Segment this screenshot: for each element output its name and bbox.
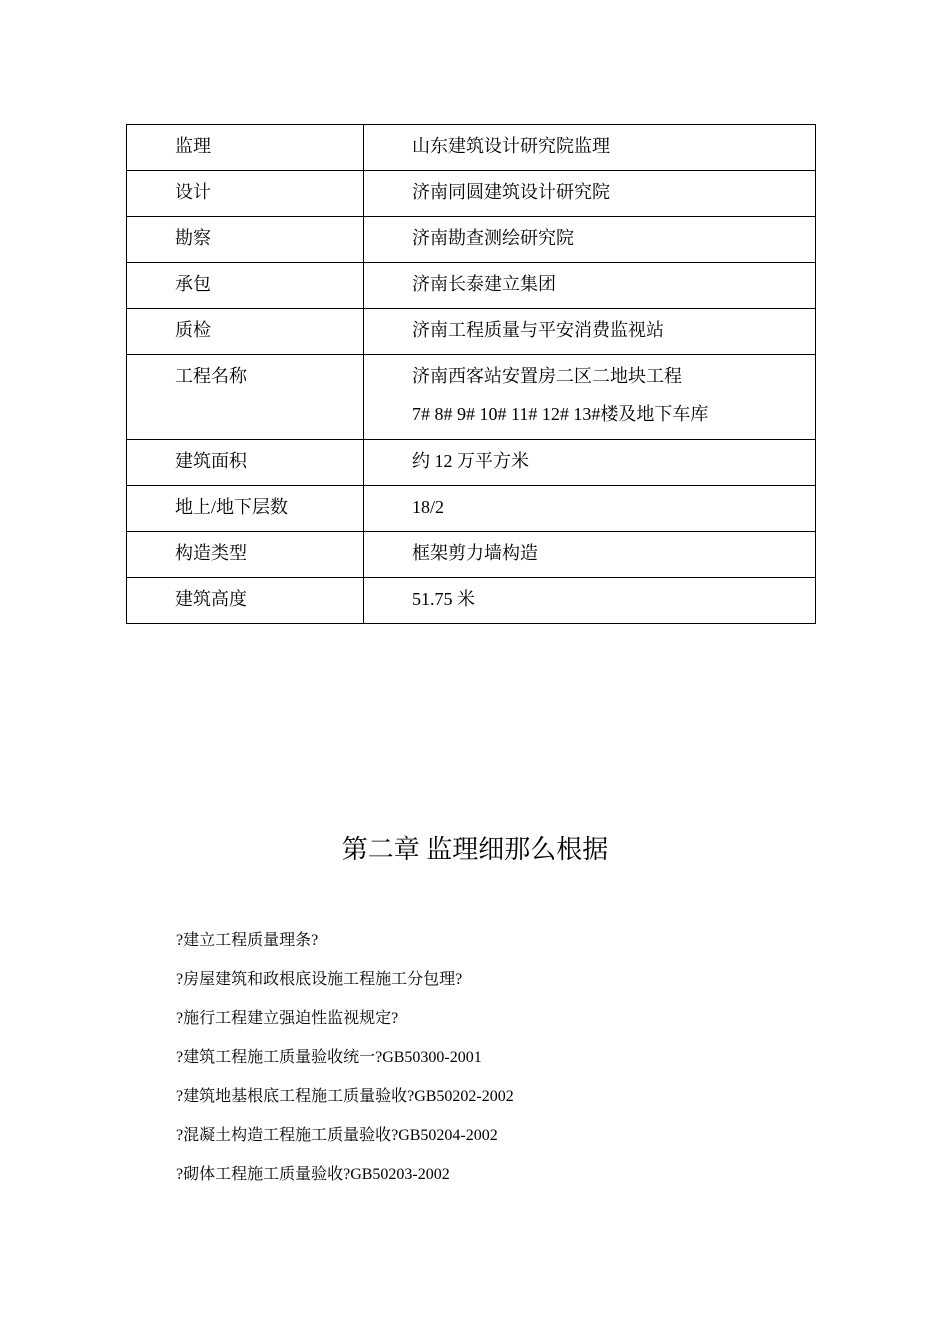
row-label: 建筑高度 (175, 589, 247, 609)
row-label-cell (127, 355, 364, 440)
row-label: 工程名称 (175, 366, 247, 386)
reference-item: ?房屋建筑和政根底设施工程施工分包理? (176, 971, 463, 988)
table-row (127, 171, 816, 217)
row-value-cell (364, 355, 816, 440)
row-label-cell (127, 263, 364, 309)
row-label-cell (127, 309, 364, 355)
reference-item: ?砌体工程施工质量验收?GB50203-2002 (176, 1166, 450, 1183)
reference-item: ?建筑工程施工质量验收统一?GB50300-2001 (176, 1049, 482, 1066)
reference-item: ?混凝土构造工程施工质量验收?GB50204-2002 (176, 1127, 498, 1144)
table-row (127, 578, 816, 624)
row-value-cell (364, 217, 816, 263)
row-label: 设计 (175, 182, 211, 202)
project-name-line-1: 济南西客站安置房二区二地块工程 (412, 366, 682, 386)
reference-item: ?建筑地基根底工程施工质量验收?GB50202-2002 (176, 1088, 514, 1105)
row-value: 济南长泰建立集团 (412, 274, 556, 294)
row-label: 质检 (175, 320, 211, 340)
table-row (127, 125, 816, 171)
table-row (127, 440, 816, 486)
row-value-cell (364, 125, 816, 171)
row-label-cell (127, 440, 364, 486)
row-label-cell (127, 486, 364, 532)
row-value: 济南工程质量与平安消费监视站 (412, 320, 664, 340)
row-value (412, 355, 815, 439)
row-value-cell (364, 532, 816, 578)
row-value-cell (364, 440, 816, 486)
row-value: 18/2 (412, 497, 445, 517)
reference-item: ?施行工程建立强迫性监视规定? (176, 1010, 399, 1027)
table-row (127, 309, 816, 355)
table-row (127, 355, 816, 440)
row-label: 监理 (175, 136, 211, 156)
row-label-cell (127, 171, 364, 217)
reference-item: ?建立工程质量理条? (176, 932, 319, 949)
row-value: 济南勘查测绘研究院 (412, 228, 574, 248)
row-value-cell (364, 171, 816, 217)
row-value: 山东建筑设计研究院监理 (412, 136, 610, 156)
project-info-table (126, 124, 816, 624)
row-value: 51.75 米 (412, 589, 475, 609)
row-value-cell (364, 486, 816, 532)
table-row (127, 263, 816, 309)
row-label: 建筑面积 (175, 451, 247, 471)
row-label-cell (127, 532, 364, 578)
chapter-title: 第二章 监理细那么根据 (341, 835, 609, 864)
row-value-cell (364, 309, 816, 355)
project-name-line-2: 7# 8# 9# 10# 11# 12# 13#楼及地下车库 (412, 404, 709, 424)
table-row (127, 532, 816, 578)
row-label-cell (127, 125, 364, 171)
row-value-cell (364, 578, 816, 624)
row-value: 约 12 万平方米 (412, 451, 529, 471)
row-label: 勘察 (175, 228, 211, 248)
row-value: 框架剪力墙构造 (412, 543, 538, 563)
row-label: 承包 (175, 274, 211, 294)
row-value: 济南同圆建筑设计研究院 (412, 182, 610, 202)
row-value-cell (364, 263, 816, 309)
row-label: 构造类型 (175, 543, 247, 563)
row-label-cell (127, 217, 364, 263)
row-label-cell (127, 578, 364, 624)
table-row (127, 217, 816, 263)
table-row (127, 486, 816, 532)
row-label: 地上/地下层数 (175, 497, 289, 517)
reference-list (176, 928, 514, 1201)
